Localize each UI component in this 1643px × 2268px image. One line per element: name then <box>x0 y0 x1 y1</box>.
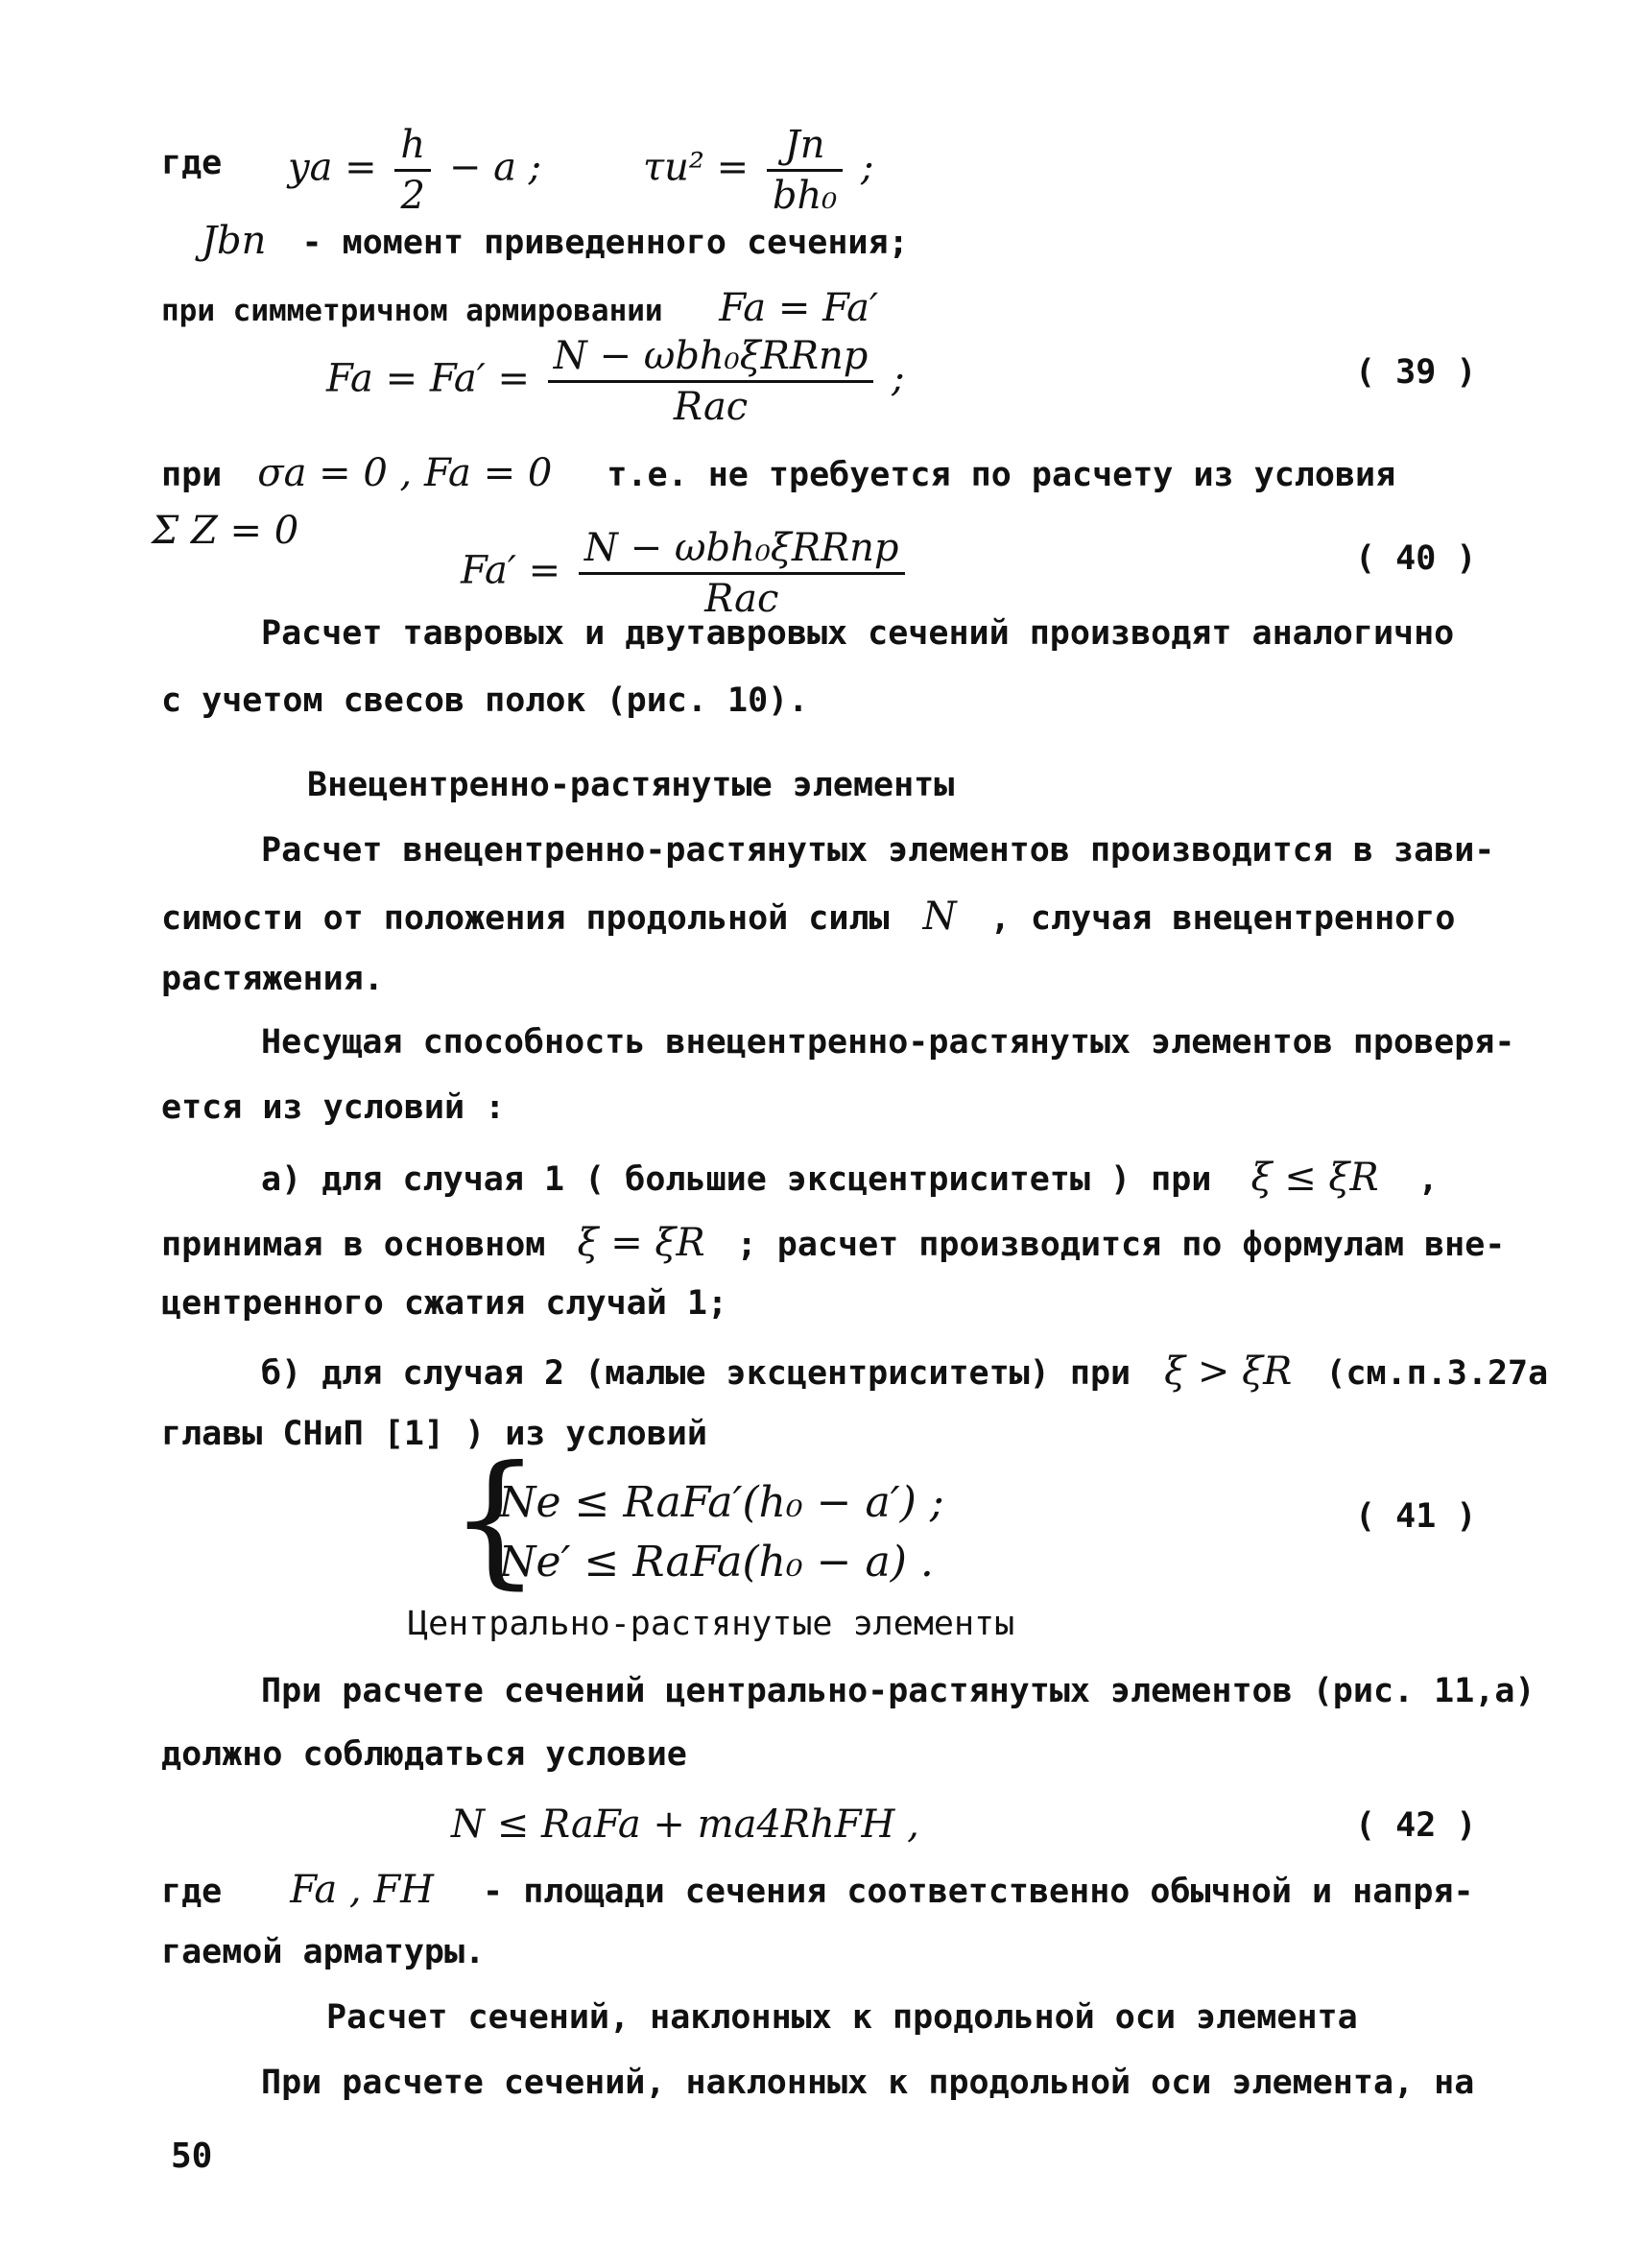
equation-number-39: ( 39 ) <box>1355 353 1477 392</box>
formula-sum-z: Σ Z = 0 <box>152 509 299 553</box>
eq40-lhs: Fa′ = <box>461 548 573 593</box>
fraction-jn-over-bh0 <box>767 123 843 218</box>
formula-ya <box>288 123 541 218</box>
symbol-n: N <box>922 895 957 939</box>
line-moment <box>202 219 909 263</box>
formula-ya-tail: − a ; <box>437 145 542 190</box>
text-not-required: т.е. не требуется по расчету из условия <box>607 456 1396 494</box>
text-where: где <box>161 1873 223 1911</box>
paragraph-case1-line3: центренного сжатия случай 1; <box>161 1284 728 1323</box>
paragraph-capacity-line1: Несущая способность внецентренно-растянутых элементов проверя- <box>261 1023 1515 1062</box>
paragraph-eccentric-line1: Расчет внецентренно-растянутых элементов производится в зави- <box>261 831 1495 870</box>
equation-39 <box>326 334 905 429</box>
text-section-areas: - площади сечения соответственно обычной и напря- <box>483 1873 1474 1911</box>
eq39-tail: ; <box>879 356 905 401</box>
equation-42: N ≤ RaFa + ma4RhFH , <box>451 1802 919 1847</box>
fraction-denominator: bh₀ <box>772 174 838 218</box>
text-case1: а) для случая 1 ( большие эксцентриситеты ) при <box>261 1160 1212 1199</box>
formula-tau <box>643 123 873 218</box>
equation-41b: Ne′ ≤ RaFa(h₀ − a) . <box>499 1538 934 1587</box>
paragraph-central-line1: При расчете сечений центрально-растянутых элементов (рис. 11,а) <box>261 1672 1536 1710</box>
formula-fa-eq: Fa = Fa′ <box>719 286 879 330</box>
equation-number-40: ( 40 ) <box>1355 539 1477 578</box>
heading-eccentric-tension: Внецентренно-растянутые элементы <box>307 766 955 804</box>
fraction-numerator: h <box>394 123 431 172</box>
formula-sigma-fa: σa = 0 , Fa = 0 <box>257 451 553 495</box>
formula-xi-le-xir: ξ ≤ ξR <box>1250 1156 1379 1200</box>
eq39-lhs: Fa = Fa′ = <box>326 356 542 401</box>
paragraph-case2-line1 <box>261 1349 1548 1394</box>
page-number: 50 <box>171 2137 213 2176</box>
text-pri: при <box>161 456 223 494</box>
line-where-1 <box>161 144 222 182</box>
paragraph-tee-sections-line1: Расчет тавровых и двутавровых сечений производят аналогично <box>261 614 1455 653</box>
formula-xi-gt-xir: ξ > ξR <box>1164 1349 1293 1394</box>
symbol-jbn: Jbn <box>202 219 267 263</box>
text-taking: принимая в основном <box>161 1226 546 1264</box>
paragraph-areas-line1 <box>161 1868 1474 1912</box>
equation-number-41: ( 41 ) <box>1355 1497 1477 1536</box>
fraction-denominator: Rac <box>673 385 749 429</box>
text-symmetric: при симметричном армировании <box>161 294 663 328</box>
text-see-clause: (см.п.3.27а <box>1325 1354 1549 1393</box>
fraction-numerator: N − ωbh₀ξRRnp <box>579 526 905 575</box>
text-comma: , <box>1417 1160 1439 1199</box>
formula-xi-eq-xir: ξ = ξR <box>577 1221 705 1265</box>
equation-41-brace: { <box>449 1436 541 1603</box>
formula-tau-lhs: τu² = <box>643 145 761 190</box>
paragraph-capacity-line2: ется из условий : <box>161 1088 506 1127</box>
formula-fa-fh: Fa , FH <box>290 1868 434 1912</box>
text-case2: б) для случая 2 (малые эксцентриситеты) при <box>261 1354 1131 1393</box>
heading-central-tension: Центрально-растянутые элементы <box>408 1605 1015 1643</box>
formula-tau-tail: ; <box>848 145 874 190</box>
equation-number-42: ( 42 ) <box>1355 1806 1477 1845</box>
heading-inclined-sections: Расчет сечений, наклонных к продольной оси элемента <box>326 1998 1358 2037</box>
line-sigma <box>161 451 1395 495</box>
eq40-fraction <box>579 526 905 621</box>
equation-41a: Ne ≤ RaFa′(h₀ − a′) ; <box>499 1478 944 1527</box>
text-moment: - момент приведенного сечения; <box>301 224 909 262</box>
text-calc-formulas: ; расчет производится по формулам вне- <box>736 1226 1506 1264</box>
fraction-numerator: N − ωbh₀ξRRnp <box>548 334 874 383</box>
fraction-denominator: Rac <box>704 577 779 621</box>
paragraph-case1-line1 <box>261 1156 1439 1200</box>
fraction-denominator: 2 <box>400 174 425 218</box>
eq39-fraction <box>548 334 874 429</box>
paragraph-areas-line2: гаемой арматуры. <box>161 1933 486 1971</box>
equation-40 <box>461 526 911 621</box>
text-position-force: симости от положения продольной силы <box>161 899 890 938</box>
line-symmetric <box>161 286 878 330</box>
paragraph-central-line2: должно соблюдаться условие <box>161 1735 687 1774</box>
fraction-h-over-2 <box>394 123 431 218</box>
paragraph-case2-line2: главы СНиП [1] ) из условий <box>161 1415 707 1453</box>
paragraph-tee-sections-line2: с учетом свесов полок (рис. 10). <box>161 681 809 720</box>
formula-ya-lhs: yа = <box>288 145 390 190</box>
paragraph-eccentric-line3: растяжения. <box>161 960 384 998</box>
paragraph-inclined-line1: При расчете сечений, наклонных к продольной оси элемента, на <box>261 2064 1475 2102</box>
text-where: где <box>161 144 223 182</box>
text-case-eccentric: , случая внецентренного <box>989 899 1456 938</box>
paragraph-case1-line2 <box>161 1221 1505 1265</box>
fraction-numerator: Jn <box>767 123 843 172</box>
paragraph-eccentric-line2 <box>161 895 1455 939</box>
